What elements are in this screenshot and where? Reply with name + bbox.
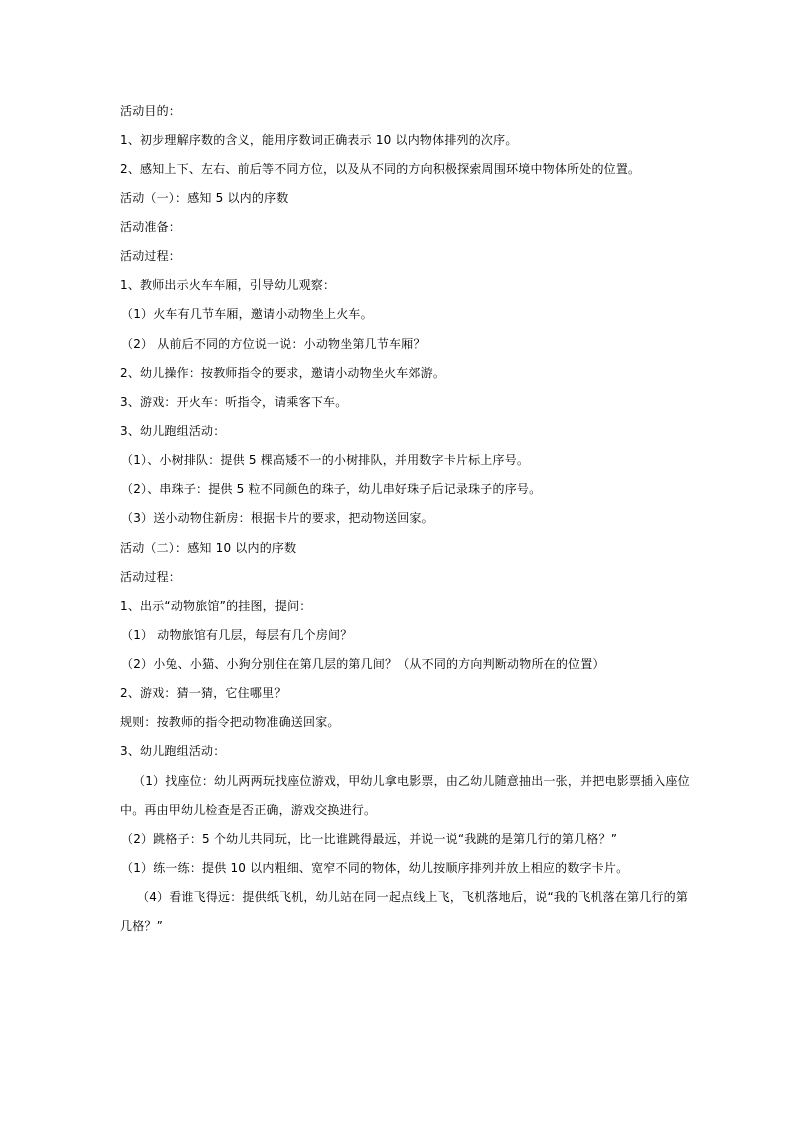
process-substep: （1） 动物旅馆有几层，每层有几个房间？ <box>121 628 353 642</box>
process-substep: （1）、小树排队：提供 5 棵高矮不一的小树排队，并用数字卡片标上序号。 <box>121 453 530 467</box>
activity-two-heading: 活动（二）：感知 10 以内的序数 <box>120 541 297 555</box>
process-step: 3、幼儿跑组活动： <box>120 744 226 758</box>
section-heading-process: 活动过程： <box>120 570 182 584</box>
goal-item: 2、感知上下、左右、前后等不同方位，以及从不同的方向积极探索周围环境中物体所处的位置。 <box>120 162 641 176</box>
process-substep: （2）、串珠子：提供 5 粒不同颜色的珠子，幼儿串好珠子后记录珠子的序号。 <box>121 482 542 496</box>
process-step: 2、幼儿操作：按教师指令的要求，邀请小动物坐火车郊游。 <box>120 366 446 380</box>
process-substep: （1）找座位：幼儿两两玩找座位游戏，甲幼儿拿电影票，由乙幼儿随意抽出一张，并把电影票插入座位 <box>133 774 690 788</box>
section-heading-preparation: 活动准备： <box>120 220 182 234</box>
activity-one-heading: 活动（一）：感知 5 以内的序数 <box>120 191 289 205</box>
goal-item: 1、初步理解序数的含义，能用序数词正确表示 10 以内物体排列的次序。 <box>120 133 518 147</box>
section-heading-process: 活动过程： <box>120 249 182 263</box>
process-substep: （3）送小动物住新房：根据卡片的要求，把动物送回家。 <box>121 511 434 525</box>
process-step: 1、出示“动物旅馆”的挂图，提问： <box>120 599 312 613</box>
section-heading-goals: 活动目的： <box>120 104 182 118</box>
process-substep: （2） 从前后不同的方位说一说：小动物坐第几节车厢？ <box>121 337 426 351</box>
process-step: 2、游戏：猜一猜，它住哪里？ <box>120 686 287 700</box>
process-substep-continuation: 几格？” <box>120 919 164 933</box>
process-step: 3、幼儿跑组活动： <box>120 424 226 438</box>
process-substep-continuation: 中。再由甲幼儿检查是否正确，游戏交换进行。 <box>120 803 377 817</box>
process-substep: （2）小兔、小猫、小狗分别住在第几层的第几间？（从不同的方向判断动物所在的位置） <box>121 657 605 671</box>
process-step: 3、游戏：开火车：听指令，请乘客下车。 <box>120 395 348 409</box>
process-step: 1、教师出示火车车厢，引导幼儿观察： <box>120 278 336 292</box>
process-substep: （4）看谁飞得远：提供纸飞机，幼儿站在同一起点线上飞，飞机落地后，说“我的飞机落在第几行的第 <box>137 890 689 904</box>
process-substep: （2）跳格子：5 个幼儿共同玩，比一比谁跳得最远，并说一说“我跳的是第几行的第几格？” <box>121 832 618 846</box>
process-substep: （1）练一练：提供 10 以内粗细、宽窄不同的物体，幼儿按顺序排列并放上相应的数字卡片。 <box>121 861 629 875</box>
rule-text: 规则：按教师的指令把动物准确送回家。 <box>120 715 340 729</box>
process-substep: （1）火车有几节车厢，邀请小动物坐上火车。 <box>121 307 373 321</box>
